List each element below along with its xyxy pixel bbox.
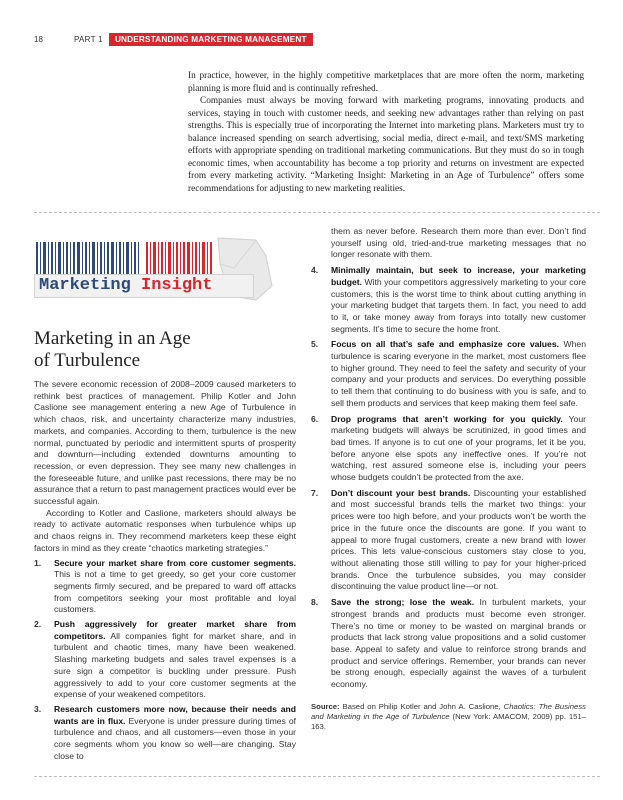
insight-paragraph-1: The severe economic recession of 2008–2009 caused marketers to rethink best practices of management. Philip Kotler and John Caslione see management entering a new Age of Turbulence in which chaos, risk, and uncertainty characterize many industries, markets, and companies. According to them, turbulence is the new normal, punctuated by periodic and intermittent spurts of prosperity and downturn—including extended downturns amounting to recession, or even depression. They see many new challenges in the foreseeable future, and unlike past recessions, there may be no assurance that a return to past management practices would ever be successful again. [34,379,296,507]
chapter-title: UNDERSTANDING MARKETING MANAGEMENT [109,33,313,46]
list-item: 4. Minimally maintain, but seek to increase, your marketing budget. With your competitors aggressively marketing to your core customers, this is the worst time to think about cutting anything in your marketing budget that targets them. In fact, you need to add to it, or take money away from forays into totally new customer segments. It’s time to secure the home front. [311,265,586,334]
insight-paragraph-2: According to Kotler and Caslione, marketers should always be ready to activate automatic responses when turbulence whips up and chaos reigns in. They recommend marketers keep these eight factors in mind as they create “chaotics marketing strategies.” [34,507,296,553]
label-word-marketing: Marketing [39,276,131,295]
label-word-insight: Insight [141,276,213,295]
insight-left-column [34,328,296,763]
list-item: 8. Save the strong; lose the weak. In turbulent markets, your strongest brands and products must become even stronger. There’s no time or money to be wasted on marginal brands or products that lack strong value propositions and a solid customer base. Appeal to safety and value to reinforce strong brands and product and service offerings. Remember, your brands can never be strong enough, especially against the waves of a turbulent economy. [311,597,586,690]
list-item: 1. Secure your market share from core customer segments. This is not a time to get greedy, so get your core customer segments firmly secured, and be prepared to ward off attacks from competitors seeking your most profitable and loyal customers. [34,557,296,615]
part-label: PART 1 [74,34,103,44]
list-item: 3. Research customers more now, because their needs and wants are in flux. Everyone is under pressure during times of turbulence and chaos, and all customers—even those in your core segments whom you know so well—are changing. Stay close to [34,703,296,761]
divider-top [34,212,600,213]
marketing-insight-banner [34,234,274,304]
barcode-stripes-icon [36,242,139,276]
marketing-insight-label [34,274,254,298]
list-item: 2. Push aggressively for greater market share from competitors. All companies fight for market share, and in turbulent and chaotic times, many have been weakened. Slashing marketing budgets and sales travel expenses is a sure sign a competitor is buckling under pressure. Push aggressively to add to your core customer segments at the expense of your weakened competitors. [34,619,296,700]
divider-bottom [34,776,600,777]
intro-text [188,70,584,195]
page-header [34,32,313,46]
source-book-title: Chaotics: The Business and Marketing in the Age of Turbulence [311,701,586,721]
page-number: 18 [34,34,43,44]
intro-paragraph-1: In practice, however, in the highly competitive marketplaces that are more often the norm, marketing planning is more fluid and is continually refreshed. [188,71,584,94]
list-item: 7. Don’t discount your best brands. Discounting your established and most successful brands tells the market two things: your prices were too high before, and your products won’t be worth the price in the future once the discounts are gone. If you want to appeal to more frugal customers, create a new brand with lower prices. This lets value-conscious customers stay close to you, without alienating those still willing to pay for your higher-priced brands. Once the turbulence subsides, you may consider discontinuing the value product line—or not. [311,487,586,592]
source-note: Source: Based on Philip Kotler and John A. Caslione, Chaotics: The Business and Marketing in the Age of Turbulence (New York: AMACOM, 2009) pp. 151–163. [311,701,586,732]
insight-title: Marketing in an Age of Turbulence [34,328,191,371]
list-item: 6. Drop programs that aren’t working for you quickly. Your marketing budgets will always be scrutinized, in good times and bad times. If anyone is to cut one of your programs, let it be you, before anyone else spots any ineffective ones. If you’re not watching, rest assured someone else is, including your peers whose budgets couldn’t be protected from the axe. [311,413,586,483]
intro-paragraph-2: Companies must always be moving forward with marketing programs, innovating products and services, staying in touch with customer needs, and seeking new advantages rather than relying on past strengths. This is especially true of incorporating the Internet into marketing plans. Marketers must try to balance increased spending on search advertising, social media, direct e-mail, and text/SMS marketing efforts with appropriate spending on traditional marketing communications. But they must do so in tough economic times, when accountability has become a top priority and returns on investment are expected from every marketing activity. “Marketing Insight: Marketing in an Age of Turbulence” offers some recommendations for adjusting to new marketing realities. [188,96,584,194]
list-item: 5. Focus on all that’s safe and emphasize core values. When turbulence is scaring everyone in the market, most customers flee to higher ground. They need to feel the safety and security of your company and your products and services. Do everything possible to tell them that continuing to do business with you is safe, and to sell them products and services that keep making them feel safe. [311,339,586,408]
insight-right-column [311,226,586,732]
list-item-continuation: them as never before. Research them more than ever. Don’t find yourself using old, tried-and-true marketing messages that no longer resonate with them. [331,226,586,260]
